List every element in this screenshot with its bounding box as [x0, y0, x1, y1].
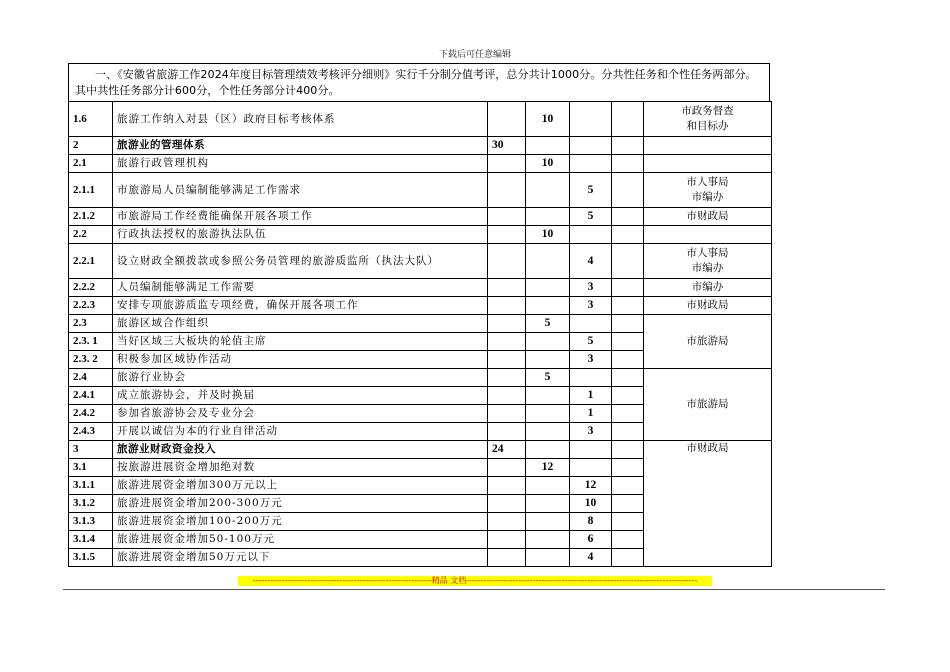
row-number: 3.1.4 [69, 531, 113, 549]
table-row [69, 279, 772, 297]
score-level-2 [526, 405, 570, 423]
table-row [69, 102, 772, 137]
score-level-2 [526, 173, 570, 208]
responsible-dept [644, 137, 772, 155]
responsible-dept: 市旅游局 [644, 369, 772, 441]
responsible-dept: 市人事局 市编办 [644, 244, 772, 279]
row-number: 2.1.1 [69, 173, 113, 208]
score-level-1: 24 [488, 441, 526, 459]
score-level-3: 6 [570, 531, 612, 549]
footer-watermark: --------------------------------------------------------------精品 文档-------------------------------------------------------------------------------- [238, 576, 712, 586]
table-row [69, 369, 772, 387]
score-level-2: 5 [526, 369, 570, 387]
empty-cell [612, 173, 644, 208]
row-number: 2.1.2 [69, 208, 113, 226]
table-row [69, 173, 772, 208]
score-level-2: 5 [526, 315, 570, 333]
responsible-dept: 市财政局 [644, 441, 772, 567]
footer-divider [63, 589, 885, 590]
row-item: 旅游行业协会 [113, 369, 488, 387]
empty-cell [612, 155, 644, 173]
score-level-1 [488, 495, 526, 513]
table-row [69, 297, 772, 315]
score-level-3: 3 [570, 423, 612, 441]
responsible-dept: 市财政局 [644, 208, 772, 226]
row-item: 市旅游局工作经费能确保开展各项工作 [113, 208, 488, 226]
empty-cell [612, 549, 644, 567]
score-level-1 [488, 477, 526, 495]
row-number: 2.2.1 [69, 244, 113, 279]
score-level-1 [488, 549, 526, 567]
score-level-1 [488, 226, 526, 244]
responsible-dept: 市旅游局 [644, 315, 772, 369]
row-item: 成立旅游协会，并及时换届 [113, 387, 488, 405]
score-level-1 [488, 155, 526, 173]
row-item: 行政执法授权的旅游执法队伍 [113, 226, 488, 244]
score-level-3: 3 [570, 351, 612, 369]
row-item: 市旅游局人员编制能够满足工作需求 [113, 173, 488, 208]
table-row [69, 208, 772, 226]
row-item: 旅游工作纳入对县（区）政府目标考核体系 [113, 102, 488, 137]
row-item: 按旅游进展资金增加绝对数 [113, 459, 488, 477]
responsible-dept: 市政务督查 和目标办 [644, 102, 772, 137]
score-level-3: 5 [570, 173, 612, 208]
empty-cell [612, 387, 644, 405]
table-row [69, 155, 772, 173]
row-number: 2.2 [69, 226, 113, 244]
score-level-1 [488, 405, 526, 423]
score-level-2: 10 [526, 155, 570, 173]
score-level-1 [488, 459, 526, 477]
responsible-dept [644, 226, 772, 244]
score-level-1 [488, 423, 526, 441]
score-level-3: 1 [570, 405, 612, 423]
row-item: 当好区域三大板块的轮值主席 [113, 333, 488, 351]
score-level-1 [488, 297, 526, 315]
row-item: 开展以诚信为本的行业自律活动 [113, 423, 488, 441]
empty-cell [612, 315, 644, 333]
row-item: 旅游进展资金增加300万元以上 [113, 477, 488, 495]
responsible-dept: 市编办 [644, 279, 772, 297]
row-number: 3.1 [69, 459, 113, 477]
score-level-3: 4 [570, 549, 612, 567]
score-level-2: 12 [526, 459, 570, 477]
row-number: 3.1.1 [69, 477, 113, 495]
score-level-3 [570, 369, 612, 387]
empty-cell [612, 441, 644, 459]
score-level-2 [526, 208, 570, 226]
empty-cell [612, 208, 644, 226]
row-number: 2 [69, 137, 113, 155]
empty-cell [612, 297, 644, 315]
score-level-2 [526, 244, 570, 279]
score-level-1 [488, 173, 526, 208]
score-level-3: 8 [570, 513, 612, 531]
score-level-1 [488, 351, 526, 369]
score-level-3: 4 [570, 244, 612, 279]
score-level-3: 1 [570, 387, 612, 405]
page-header: 下载后可任意编辑 [438, 50, 511, 60]
empty-cell [612, 477, 644, 495]
empty-cell [612, 244, 644, 279]
empty-cell [612, 137, 644, 155]
score-level-3: 3 [570, 297, 612, 315]
score-level-3 [570, 102, 612, 137]
row-item: 旅游区域合作组织 [113, 315, 488, 333]
score-level-3 [570, 315, 612, 333]
empty-cell [612, 513, 644, 531]
row-number: 2.1 [69, 155, 113, 173]
table-row [69, 441, 772, 459]
score-level-2: 10 [526, 226, 570, 244]
row-number: 2.2.2 [69, 279, 113, 297]
row-number: 2.2.3 [69, 297, 113, 315]
score-level-1 [488, 387, 526, 405]
empty-cell [612, 351, 644, 369]
score-level-3 [570, 155, 612, 173]
row-item: 积极参加区域协作活动 [113, 351, 488, 369]
empty-cell [612, 495, 644, 513]
score-level-1: 30 [488, 137, 526, 155]
row-number: 2.3. 2 [69, 351, 113, 369]
table-row [69, 137, 772, 155]
score-level-3: 10 [570, 495, 612, 513]
responsible-dept: 市财政局 [644, 297, 772, 315]
score-level-1 [488, 208, 526, 226]
row-number: 3.1.5 [69, 549, 113, 567]
score-level-3: 5 [570, 208, 612, 226]
row-number: 2.3 [69, 315, 113, 333]
score-level-3: 5 [570, 333, 612, 351]
row-item: 旅游行政管理机构 [113, 155, 488, 173]
score-level-2 [526, 495, 570, 513]
score-level-1 [488, 279, 526, 297]
score-level-2 [526, 279, 570, 297]
score-level-2 [526, 297, 570, 315]
score-level-1 [488, 531, 526, 549]
row-item: 旅游进展资金增加200-300万元 [113, 495, 488, 513]
empty-cell [612, 369, 644, 387]
row-number: 3.1.2 [69, 495, 113, 513]
responsible-dept: 市人事局 市编办 [644, 173, 772, 208]
score-level-2 [526, 549, 570, 567]
empty-cell [612, 405, 644, 423]
score-level-1 [488, 333, 526, 351]
score-level-2 [526, 441, 570, 459]
row-item: 设立财政全额拨款或参照公务员管理的旅游质监所（执法大队） [113, 244, 488, 279]
row-number: 2.4.1 [69, 387, 113, 405]
row-number: 2.4.3 [69, 423, 113, 441]
score-level-2: 10 [526, 102, 570, 137]
row-number: 3.1.3 [69, 513, 113, 531]
score-level-2 [526, 137, 570, 155]
intro-paragraph: 一、《安徽省旅游工作2024年度目标管理绩效考核评分细则》实行千分制分值考评，总分共计1000分。分共性任务和个性任务两部分。其中共性任务部分计600分，个性任务部分计400分。 [68, 63, 770, 101]
empty-cell [612, 279, 644, 297]
responsible-dept [644, 155, 772, 173]
score-level-2 [526, 423, 570, 441]
score-level-3 [570, 137, 612, 155]
row-item: 参加省旅游协会及专业分会 [113, 405, 488, 423]
score-level-3 [570, 459, 612, 477]
table-row [69, 315, 772, 333]
table-row [69, 244, 772, 279]
row-number: 2.3. 1 [69, 333, 113, 351]
score-level-3 [570, 226, 612, 244]
row-item: 旅游业的管理体系 [113, 137, 488, 155]
row-item: 人员编制能够满足工作需要 [113, 279, 488, 297]
empty-cell [612, 333, 644, 351]
score-level-1 [488, 102, 526, 137]
row-item: 旅游业财政资金投入 [113, 441, 488, 459]
score-level-3 [570, 441, 612, 459]
scoring-table [68, 101, 772, 567]
row-number: 1.6 [69, 102, 113, 137]
score-level-2 [526, 513, 570, 531]
score-level-2 [526, 351, 570, 369]
empty-cell [612, 459, 644, 477]
row-number: 2.4.2 [69, 405, 113, 423]
score-level-2 [526, 531, 570, 549]
empty-cell [612, 531, 644, 549]
row-item: 旅游进展资金增加50万元以下 [113, 549, 488, 567]
score-level-1 [488, 244, 526, 279]
score-level-2 [526, 333, 570, 351]
score-level-3: 12 [570, 477, 612, 495]
score-level-3: 3 [570, 279, 612, 297]
empty-cell [612, 423, 644, 441]
score-level-1 [488, 369, 526, 387]
row-item: 安排专项旅游质监专项经费，确保开展各项工作 [113, 297, 488, 315]
row-number: 3 [69, 441, 113, 459]
row-number: 2.4 [69, 369, 113, 387]
row-item: 旅游进展资金增加50-100万元 [113, 531, 488, 549]
score-level-1 [488, 315, 526, 333]
table-row [69, 226, 772, 244]
row-item: 旅游进展资金增加100-200万元 [113, 513, 488, 531]
empty-cell [612, 102, 644, 137]
score-level-2 [526, 387, 570, 405]
score-level-2 [526, 477, 570, 495]
score-level-1 [488, 513, 526, 531]
empty-cell [612, 226, 644, 244]
